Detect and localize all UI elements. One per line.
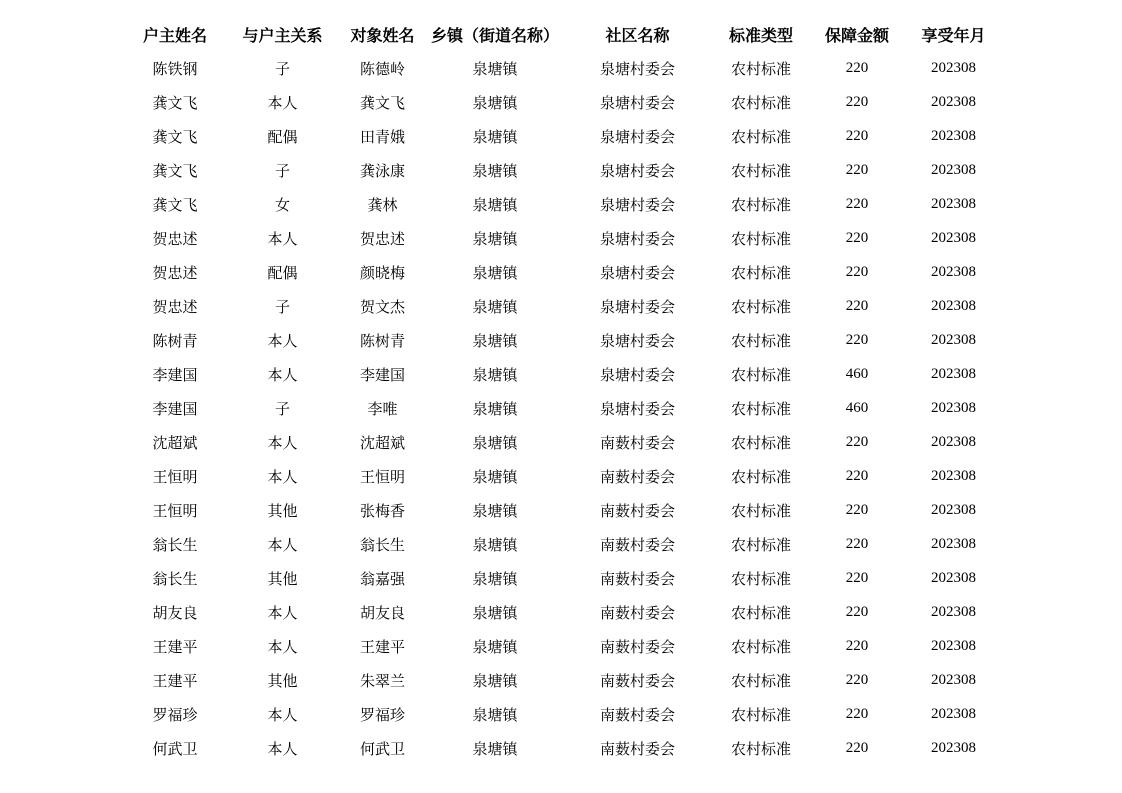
table-row (120, 85, 1000, 119)
amount-cell: 220 (845, 59, 869, 76)
table-row (120, 255, 1000, 289)
beneficiary-name-cell: 张梅香 (359, 501, 405, 520)
household-head-cell: 贺忠述 (152, 263, 198, 282)
table-body (120, 51, 1000, 765)
beneficiary-name-cell: 李唯 (367, 399, 398, 418)
table-row (120, 323, 1000, 357)
beneficiary-name-cell: 罗福珍 (359, 705, 405, 724)
township-cell: 泉塘镇 (472, 603, 518, 622)
township-cell: 泉塘镇 (472, 127, 518, 146)
header-amount: 保障金额 (824, 25, 889, 45)
community-cell: 南薮村委会 (599, 637, 675, 656)
month-cell: 202308 (931, 59, 976, 76)
amount-cell: 220 (845, 501, 869, 518)
amount-cell: 220 (845, 161, 869, 178)
relation-cell: 本人 (267, 739, 298, 758)
beneficiary-name-cell: 陈德岭 (359, 59, 405, 78)
household-head-cell: 龚文飞 (152, 93, 198, 112)
standard-type-cell: 农村标准 (730, 229, 791, 248)
household-head-cell: 陈树青 (152, 331, 198, 350)
header-community: 社区名称 (605, 25, 670, 45)
month-cell: 202308 (931, 535, 976, 552)
community-cell: 泉塘村委会 (599, 297, 675, 316)
community-cell: 南薮村委会 (599, 603, 675, 622)
community-cell: 泉塘村委会 (599, 331, 675, 350)
table-row (120, 221, 1000, 255)
beneficiary-name-cell: 龚泳康 (359, 161, 405, 180)
community-cell: 泉塘村委会 (599, 263, 675, 282)
amount-cell: 220 (845, 739, 869, 756)
standard-type-cell: 农村标准 (730, 603, 791, 622)
community-cell: 南薮村委会 (599, 433, 675, 452)
beneficiary-name-cell: 朱翠兰 (359, 671, 405, 690)
household-head-cell: 李建国 (152, 399, 198, 418)
header-relation: 与户主关系 (242, 25, 323, 45)
table-row (120, 561, 1000, 595)
relation-cell: 配偶 (267, 127, 298, 146)
community-cell: 泉塘村委会 (599, 127, 675, 146)
header-household-head: 户主姓名 (142, 25, 207, 45)
relation-cell: 子 (274, 297, 290, 316)
community-cell: 南薮村委会 (599, 501, 675, 520)
header-standard-type: 标准类型 (728, 25, 793, 45)
month-cell: 202308 (931, 263, 976, 280)
table-row (120, 527, 1000, 561)
relation-cell: 本人 (267, 93, 298, 112)
beneficiary-name-cell: 贺文杰 (359, 297, 405, 316)
month-cell: 202308 (931, 637, 976, 654)
township-cell: 泉塘镇 (472, 637, 518, 656)
township-cell: 泉塘镇 (472, 535, 518, 554)
township-cell: 泉塘镇 (472, 399, 518, 418)
month-cell: 202308 (931, 501, 976, 518)
standard-type-cell: 农村标准 (730, 433, 791, 452)
relation-cell: 本人 (267, 365, 298, 384)
amount-cell: 220 (845, 93, 869, 110)
household-head-cell: 胡友良 (152, 603, 198, 622)
assistance-table (120, 17, 1000, 765)
beneficiary-name-cell: 贺忠述 (359, 229, 405, 248)
township-cell: 泉塘镇 (472, 671, 518, 690)
relation-cell: 本人 (267, 331, 298, 350)
relation-cell: 子 (274, 59, 290, 78)
month-cell: 202308 (931, 603, 976, 620)
month-cell: 202308 (931, 161, 976, 178)
amount-cell: 220 (845, 297, 869, 314)
beneficiary-name-cell: 田青娥 (359, 127, 405, 146)
amount-cell: 220 (845, 331, 869, 348)
household-head-cell: 贺忠述 (152, 297, 198, 316)
month-cell: 202308 (931, 671, 976, 688)
beneficiary-name-cell: 王建平 (359, 637, 405, 656)
beneficiary-name-cell: 龚文飞 (359, 93, 405, 112)
household-head-cell: 何武卫 (152, 739, 198, 758)
township-cell: 泉塘镇 (472, 365, 518, 384)
amount-cell: 220 (845, 433, 869, 450)
household-head-cell: 王建平 (152, 671, 198, 690)
township-cell: 泉塘镇 (472, 161, 518, 180)
relation-cell: 本人 (267, 229, 298, 248)
household-head-cell: 沈超斌 (152, 433, 198, 452)
beneficiary-name-cell: 陈树青 (359, 331, 405, 350)
header-month: 享受年月 (921, 25, 986, 45)
header-township: 乡镇（街道名称） (430, 25, 559, 45)
relation-cell: 其他 (267, 501, 298, 520)
standard-type-cell: 农村标准 (730, 127, 791, 146)
household-head-cell: 龚文飞 (152, 161, 198, 180)
household-head-cell: 陈铁钢 (152, 59, 198, 78)
township-cell: 泉塘镇 (472, 263, 518, 282)
amount-cell: 220 (845, 195, 869, 212)
township-cell: 泉塘镇 (472, 297, 518, 316)
household-head-cell: 李建国 (152, 365, 198, 384)
month-cell: 202308 (931, 229, 976, 246)
table-row (120, 153, 1000, 187)
amount-cell: 220 (845, 263, 869, 280)
month-cell: 202308 (931, 399, 976, 416)
community-cell: 泉塘村委会 (599, 59, 675, 78)
standard-type-cell: 农村标准 (730, 59, 791, 78)
township-cell: 泉塘镇 (472, 501, 518, 520)
table-row (120, 391, 1000, 425)
table-row (120, 289, 1000, 323)
month-cell: 202308 (931, 569, 976, 586)
household-head-cell: 王恒明 (152, 501, 198, 520)
beneficiary-name-cell: 翁嘉强 (359, 569, 405, 588)
standard-type-cell: 农村标准 (730, 501, 791, 520)
township-cell: 泉塘镇 (472, 739, 518, 758)
household-head-cell: 王建平 (152, 637, 198, 656)
header-beneficiary-name: 对象姓名 (350, 25, 415, 45)
month-cell: 202308 (931, 705, 976, 722)
relation-cell: 本人 (267, 467, 298, 486)
township-cell: 泉塘镇 (472, 93, 518, 112)
community-cell: 南薮村委会 (599, 739, 675, 758)
table-row (120, 357, 1000, 391)
township-cell: 泉塘镇 (472, 433, 518, 452)
household-head-cell: 龚文飞 (152, 127, 198, 146)
community-cell: 南薮村委会 (599, 535, 675, 554)
relation-cell: 其他 (267, 671, 298, 690)
community-cell: 泉塘村委会 (599, 161, 675, 180)
document-sheet (120, 17, 1000, 765)
relation-cell: 本人 (267, 637, 298, 656)
header-row (120, 17, 1000, 51)
community-cell: 泉塘村委会 (599, 93, 675, 112)
relation-cell: 子 (274, 161, 290, 180)
table-row (120, 595, 1000, 629)
community-cell: 泉塘村委会 (599, 399, 675, 418)
month-cell: 202308 (931, 127, 976, 144)
community-cell: 泉塘村委会 (599, 195, 675, 214)
month-cell: 202308 (931, 739, 976, 756)
household-head-cell: 翁长生 (152, 569, 198, 588)
beneficiary-name-cell: 龚林 (367, 195, 398, 214)
township-cell: 泉塘镇 (472, 569, 518, 588)
relation-cell: 本人 (267, 433, 298, 452)
standard-type-cell: 农村标准 (730, 535, 791, 554)
month-cell: 202308 (931, 297, 976, 314)
relation-cell: 本人 (267, 603, 298, 622)
relation-cell: 子 (274, 399, 290, 418)
amount-cell: 460 (845, 399, 869, 416)
beneficiary-name-cell: 何武卫 (359, 739, 405, 758)
standard-type-cell: 农村标准 (730, 331, 791, 350)
standard-type-cell: 农村标准 (730, 569, 791, 588)
standard-type-cell: 农村标准 (730, 671, 791, 690)
amount-cell: 220 (845, 569, 869, 586)
month-cell: 202308 (931, 365, 976, 382)
relation-cell: 其他 (267, 569, 298, 588)
standard-type-cell: 农村标准 (730, 705, 791, 724)
table-row (120, 731, 1000, 765)
township-cell: 泉塘镇 (472, 705, 518, 724)
beneficiary-name-cell: 颜晓梅 (359, 263, 405, 282)
relation-cell: 配偶 (267, 263, 298, 282)
relation-cell: 本人 (267, 705, 298, 724)
standard-type-cell: 农村标准 (730, 399, 791, 418)
township-cell: 泉塘镇 (472, 195, 518, 214)
township-cell: 泉塘镇 (472, 229, 518, 248)
standard-type-cell: 农村标准 (730, 637, 791, 656)
household-head-cell: 翁长生 (152, 535, 198, 554)
household-head-cell: 龚文飞 (152, 195, 198, 214)
standard-type-cell: 农村标准 (730, 365, 791, 384)
community-cell: 南薮村委会 (599, 467, 675, 486)
beneficiary-name-cell: 王恒明 (359, 467, 405, 486)
table-row (120, 663, 1000, 697)
month-cell: 202308 (931, 467, 976, 484)
amount-cell: 220 (845, 535, 869, 552)
community-cell: 泉塘村委会 (599, 229, 675, 248)
household-head-cell: 王恒明 (152, 467, 198, 486)
amount-cell: 220 (845, 229, 869, 246)
relation-cell: 女 (274, 195, 290, 214)
community-cell: 南薮村委会 (599, 705, 675, 724)
table-row (120, 187, 1000, 221)
community-cell: 南薮村委会 (599, 569, 675, 588)
table-row (120, 51, 1000, 85)
township-cell: 泉塘镇 (472, 331, 518, 350)
table-row (120, 425, 1000, 459)
standard-type-cell: 农村标准 (730, 263, 791, 282)
beneficiary-name-cell: 沈超斌 (359, 433, 405, 452)
amount-cell: 220 (845, 467, 869, 484)
standard-type-cell: 农村标准 (730, 739, 791, 758)
standard-type-cell: 农村标准 (730, 195, 791, 214)
relation-cell: 本人 (267, 535, 298, 554)
month-cell: 202308 (931, 433, 976, 450)
amount-cell: 220 (845, 127, 869, 144)
community-cell: 南薮村委会 (599, 671, 675, 690)
standard-type-cell: 农村标准 (730, 161, 791, 180)
standard-type-cell: 农村标准 (730, 467, 791, 486)
amount-cell: 220 (845, 637, 869, 654)
township-cell: 泉塘镇 (472, 59, 518, 78)
month-cell: 202308 (931, 93, 976, 110)
month-cell: 202308 (931, 195, 976, 212)
month-cell: 202308 (931, 331, 976, 348)
table-row (120, 459, 1000, 493)
standard-type-cell: 农村标准 (730, 93, 791, 112)
table-row (120, 697, 1000, 731)
table-row (120, 493, 1000, 527)
amount-cell: 220 (845, 603, 869, 620)
amount-cell: 220 (845, 671, 869, 688)
household-head-cell: 贺忠述 (152, 229, 198, 248)
amount-cell: 460 (845, 365, 869, 382)
beneficiary-name-cell: 胡友良 (359, 603, 405, 622)
standard-type-cell: 农村标准 (730, 297, 791, 316)
township-cell: 泉塘镇 (472, 467, 518, 486)
table-row (120, 119, 1000, 153)
household-head-cell: 罗福珍 (152, 705, 198, 724)
community-cell: 泉塘村委会 (599, 365, 675, 384)
beneficiary-name-cell: 翁长生 (359, 535, 405, 554)
beneficiary-name-cell: 李建国 (359, 365, 405, 384)
amount-cell: 220 (845, 705, 869, 722)
table-row (120, 629, 1000, 663)
